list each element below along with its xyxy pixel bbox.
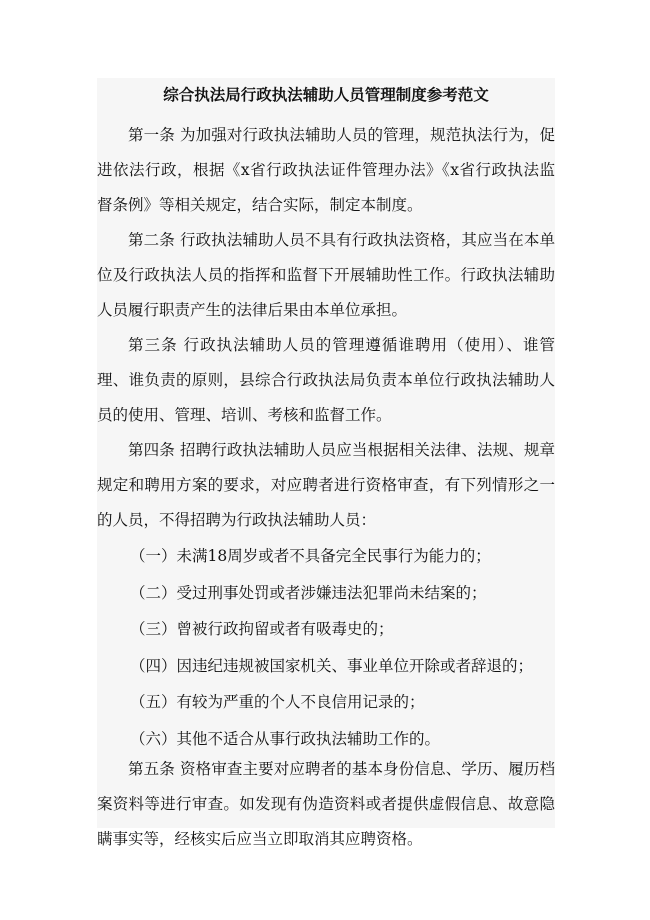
list-item: （二）受过刑事处罚或者涉嫌违法犯罪尚未结案的； (130, 583, 487, 602)
article-1: 第一条 为加强对行政执法辅助人员的管理，规范执法行为，促进依法行政，根据《x省行政执法证件管理办法》《x省行政执法监督条例》等相关规定，结合实际，制定本制度。 (97, 126, 555, 214)
list-item: （四）因违纪违规被国家机关、事业单位开除或者辞退的； (130, 656, 534, 675)
ineligibility-list (97, 538, 555, 757)
article-3: 第三条 行政执法辅助人员的管理遵循谁聘用（使用）、谁管理、谁负责的原则，县综合行政执法局负责本单位行政执法辅助人员的使用、管理、培训、考核和监督工作。 (97, 336, 555, 424)
list-item: （五）有较为严重的个人不良信用记录的； (130, 693, 425, 711)
article-2: 第二条 行政执法辅助人员不具有行政执法资格，其应当在本单位及行政执法人员的指挥和监督下开展辅助性工作。行政执法辅助人员履行职责产生的法律后果由本单位承担。 (97, 231, 555, 319)
document-title: 综合执法局行政执法辅助人员管理制度参考范文 (163, 85, 489, 104)
article-4: 第四条 招聘行政执法辅助人员应当根据相关法律、法规、规章规定和聘用方案的要求，对应聘者进行资格审查，有下列情形之一的人员，不得招聘为行政执法辅助人员： (97, 441, 555, 529)
list-item: （三）曾被行政拘留或者有吸毒史的； (130, 620, 394, 638)
article-5: 第五条 资格审查主要对应聘者的基本身份信息、学历、履历档案资料等进行审查。如发现有伪造资料或者提供虚假信息、故意隐瞒事实等，经核实后应当立即取消其应聘资格。 (97, 760, 555, 848)
list-item: （六）其他不适合从事行政执法辅助工作的。 (130, 729, 441, 748)
list-item: （一）未满18周岁或者不具备完全民事行为能力的； (130, 547, 491, 565)
document-body (97, 84, 555, 857)
